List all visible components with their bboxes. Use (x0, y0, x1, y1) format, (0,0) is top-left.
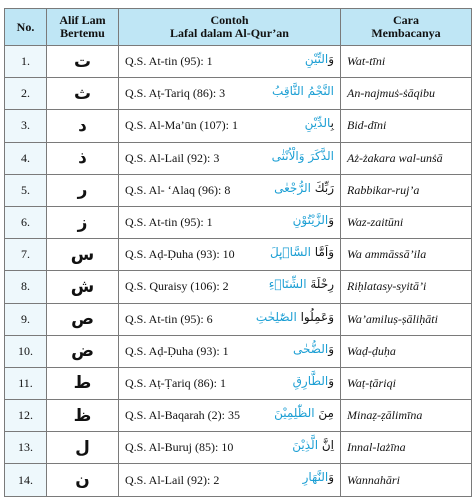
quran-reference: Q.S. Al-Ma’ūn (107): 1 (125, 118, 238, 133)
hijaiyah-letter: د (47, 110, 119, 142)
arabic-highlight: الشِّتَاۤءِ (268, 277, 307, 292)
table-row (5, 271, 472, 303)
reading-transliteration: Waṭ-ṭāriqi (341, 367, 472, 399)
example-cell (119, 271, 341, 303)
arabic-highlight: التِّيْنِ (304, 52, 329, 66)
row-number: 13. (5, 432, 47, 464)
example-cell (119, 464, 341, 496)
arabic-example (269, 277, 334, 291)
example-cell (119, 142, 341, 174)
row-number: 8. (5, 271, 47, 303)
arabic-prefix: رَبِّكَ (310, 180, 334, 195)
alif-lam-syamsiyah-table (4, 8, 472, 497)
example-cell (119, 206, 341, 238)
quran-reference: Q.S. At-tin (95): 1 (125, 215, 213, 230)
example-cell (119, 239, 341, 271)
arabic-highlight: السَّاۤىِٕلَ (269, 245, 311, 260)
hijaiyah-letter: ط (47, 367, 119, 399)
row-number: 12. (5, 400, 47, 432)
arabic-example (305, 116, 334, 130)
arabic-example (256, 310, 334, 324)
table-row (5, 335, 472, 367)
quran-reference: Q.S. Quraisy (106): 2 (125, 279, 229, 294)
arabic-example (303, 470, 334, 484)
table-row (5, 400, 472, 432)
quran-reference: Q.S. Al-Buruj (85): 10 (125, 440, 234, 455)
table-row (5, 78, 472, 110)
row-number: 1. (5, 46, 47, 78)
quran-reference: Q.S. At-tin (95): 6 (125, 311, 213, 326)
example-cell (119, 303, 341, 335)
row-number: 5. (5, 174, 47, 206)
arabic-highlight: الظّٰلِمِيْنَ (274, 406, 315, 421)
hijaiyah-letter: ذ (47, 142, 119, 174)
arabic-example (292, 438, 334, 452)
quran-reference: Q.S. Aḍ-Ḍuha (93): 1 (125, 343, 229, 358)
row-number: 9. (5, 303, 47, 335)
arabic-highlight: النَّهَارِ (302, 470, 329, 485)
arabic-example (293, 374, 334, 388)
arabic-example (305, 52, 334, 66)
hijaiyah-letter: ر (47, 174, 119, 206)
row-number: 2. (5, 78, 47, 110)
arabic-prefix: رِحْلَةَ (306, 277, 334, 292)
table-row (5, 206, 472, 238)
reading-transliteration: Wannahāri (341, 464, 472, 496)
example-cell (119, 335, 341, 367)
table-row (5, 239, 472, 271)
arabic-highlight: الرُّجْعٰى (274, 180, 311, 195)
arabic-highlight: الضُّحٰى (293, 341, 329, 356)
row-number: 6. (5, 206, 47, 238)
table-row (5, 174, 472, 206)
reading-transliteration: Bid-dīni (341, 110, 472, 142)
hijaiyah-letter: ز (47, 206, 119, 238)
arabic-prefix: وَ (328, 212, 334, 227)
hijaiyah-letter: س (47, 239, 119, 271)
reading-transliteration: Waz-zaitūni (341, 206, 472, 238)
quran-reference: Q.S. Al-Lail (92): 3 (125, 150, 220, 165)
arabic-highlight: الَّذِيْنَ (292, 438, 319, 453)
row-number: 7. (5, 239, 47, 271)
hijaiyah-letter: ظ (47, 400, 119, 432)
arabic-prefix: وَاَمَّا (310, 245, 334, 260)
table-row (5, 110, 472, 142)
example-cell (119, 46, 341, 78)
row-number: 3. (5, 110, 47, 142)
table-row (5, 432, 472, 464)
hijaiyah-letter: ل (47, 432, 119, 464)
table-row (5, 142, 472, 174)
arabic-example (270, 245, 334, 259)
example-cell (119, 432, 341, 464)
arabic-prefix: مِنَ (314, 406, 334, 421)
arabic-example (293, 342, 334, 356)
arabic-prefix: وَ (328, 373, 334, 388)
header-letter: Alif Lam Bertemu (47, 9, 119, 46)
table-row (5, 367, 472, 399)
arabic-example (272, 84, 334, 98)
quran-reference: Q.S. Aḍ-Ḍuha (93): 10 (125, 247, 235, 262)
arabic-highlight: الذَّكَرَ وَالْاُنْثٰى (271, 148, 334, 163)
reading-transliteration: Wat-tīni (341, 46, 472, 78)
arabic-prefix: وَعَمِلُوا (296, 309, 334, 324)
header-reading: Cara Membacanya (341, 9, 472, 46)
hijaiyah-letter: ت (47, 46, 119, 78)
arabic-prefix: وَ (328, 341, 334, 356)
reading-transliteration: Wa’amiluṣ-ṣāliḥāti (341, 303, 472, 335)
quran-reference: Q.S. Al- ‘Alaq (96): 8 (125, 182, 231, 197)
header-no: No. (5, 9, 47, 46)
reading-transliteration: An-najmuṡ-ṡāqibu (341, 78, 472, 110)
example-cell (119, 367, 341, 399)
quran-reference: Q.S. Al-Baqarah (2): 35 (125, 408, 240, 423)
row-number: 11. (5, 367, 47, 399)
hijaiyah-letter: ش (47, 271, 119, 303)
table-header-row (5, 9, 472, 46)
arabic-example (274, 181, 334, 195)
hijaiyah-letter: ث (47, 78, 119, 110)
arabic-prefix: بِ (330, 116, 334, 131)
arabic-prefix: وَ (328, 52, 334, 66)
reading-transliteration: Aż-żakara wal-unṡā (341, 142, 472, 174)
arabic-highlight: الدِّيْنِ (304, 116, 331, 131)
quran-reference: Q.S. Aṭ-Tariq (86): 3 (125, 86, 226, 101)
reading-transliteration: Riḥlatasy-syitā’i (341, 271, 472, 303)
arabic-prefix: اِنَّ (318, 438, 334, 453)
arabic-prefix: وَ (328, 470, 334, 485)
hijaiyah-letter: ص (47, 303, 119, 335)
arabic-highlight: الطَّارِقِ (292, 373, 329, 388)
quran-reference: Q.S. Al-Lail (92): 2 (125, 472, 220, 487)
arabic-example (272, 149, 334, 163)
hijaiyah-letter: ن (47, 464, 119, 496)
reading-transliteration: Minaẓ-ẓālimīna (341, 400, 472, 432)
reading-transliteration: Wa ammāssā’ila (341, 239, 472, 271)
example-cell (119, 174, 341, 206)
arabic-example (274, 406, 334, 420)
example-cell (119, 110, 341, 142)
row-number: 14. (5, 464, 47, 496)
arabic-highlight: الصّٰلِحٰتِ (255, 309, 297, 324)
hijaiyah-letter: ض (47, 335, 119, 367)
reading-transliteration: Rabbikar-ruj’a (341, 174, 472, 206)
arabic-highlight: الزَّيْتُوْنِ (292, 212, 329, 227)
quran-reference: Q.S. Aṭ-Ṭariq (86): 1 (125, 375, 226, 390)
alif-lam-table-container (4, 8, 471, 497)
reading-transliteration: Innal-lażīna (341, 432, 472, 464)
example-cell (119, 78, 341, 110)
reading-transliteration: Waḍ-ḍuḥa (341, 335, 472, 367)
example-cell (119, 400, 341, 432)
row-number: 4. (5, 142, 47, 174)
quran-reference: Q.S. At-tin (95): 1 (125, 54, 213, 69)
table-row (5, 464, 472, 496)
table-row (5, 46, 472, 78)
header-example: Contoh Lafal dalam Al-Qur’an (119, 9, 341, 46)
table-row (5, 303, 472, 335)
row-number: 10. (5, 335, 47, 367)
arabic-example (293, 213, 334, 227)
arabic-highlight: النَّجْمُ الثَّاقِبُ (272, 84, 334, 99)
